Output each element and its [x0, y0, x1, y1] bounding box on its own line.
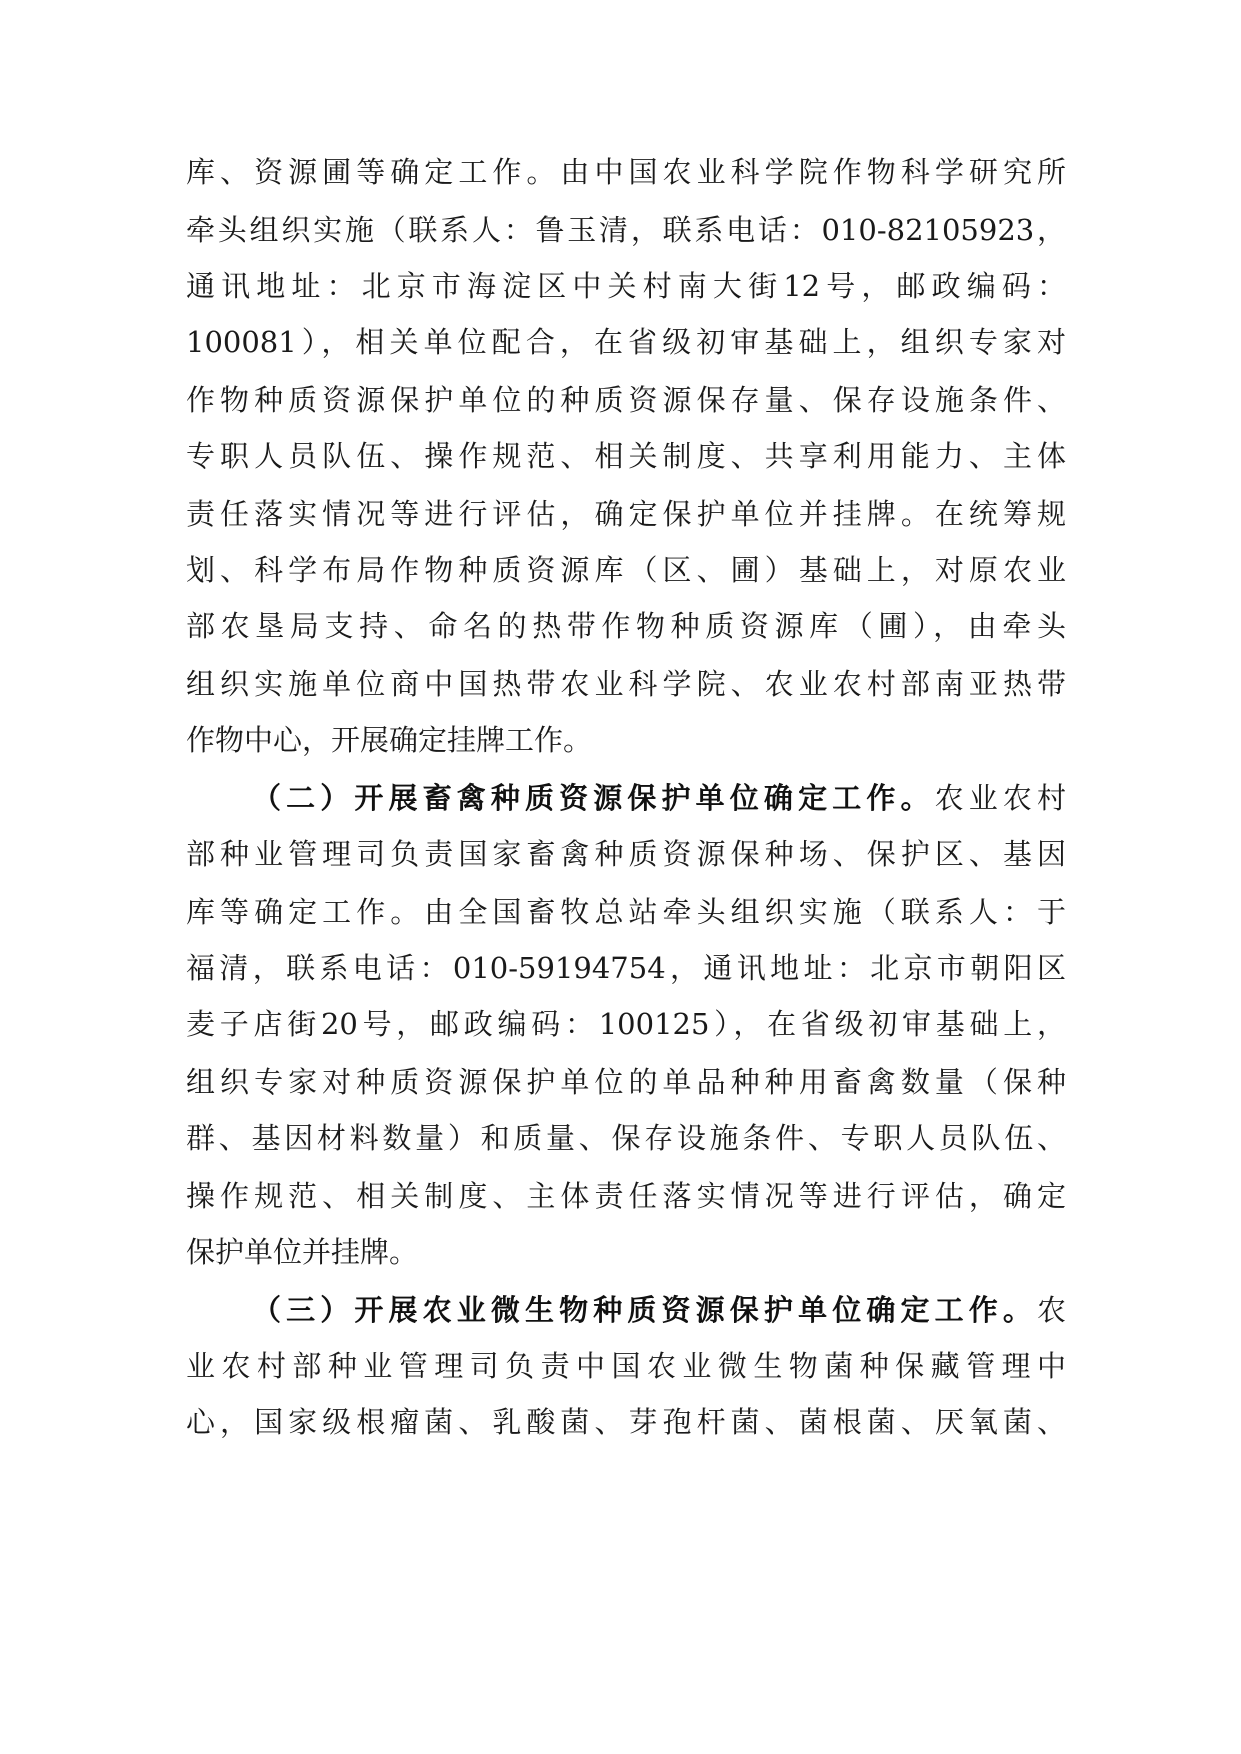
body-line: 100081），相关单位配合，在省级初审基础上，组织专家对 — [186, 325, 1066, 359]
body-line: 责任落实情况等进行评估，确定保护单位并挂牌。在统筹规 — [186, 497, 1066, 531]
body-line: 划、科学布局作物种质资源库（区、圃）基础上，对原农业 — [186, 553, 1066, 587]
section-2-first-tail: 农业农村 — [934, 781, 1066, 815]
body-line: 麦子店街20号，邮政编码：100125），在省级初审基础上， — [186, 1007, 1066, 1041]
body-line: 部农垦局支持、命名的热带作物种质资源库（圃），由牵头 — [186, 609, 1066, 643]
body-line: 作物种质资源保护单位的种质资源保存量、保存设施条件、 — [186, 383, 1066, 417]
body-line: 专职人员队伍、操作规范、相关制度、共享利用能力、主体 — [186, 439, 1066, 473]
body-line: 操作规范、相关制度、主体责任落实情况等进行评估，确定 — [186, 1179, 1066, 1213]
section-3-first-tail: 农 — [1036, 1293, 1066, 1327]
body-line: 库等确定工作。由全国畜牧总站牵头组织实施（联系人：于 — [186, 895, 1066, 929]
body-line: 业农村部种业管理司负责中国农业微生物菌种保藏管理中 — [186, 1349, 1066, 1383]
body-line: 群、基因材料数量）和质量、保存设施条件、专职人员队伍、 — [186, 1121, 1066, 1155]
section-3-first-line — [252, 1290, 1066, 1330]
body-line: 牵头组织实施（联系人：鲁玉清，联系电话：010-82105923， — [186, 213, 1066, 247]
section-3-heading: （三）开展农业微生物种质资源保护单位确定工作。 — [252, 1293, 1037, 1327]
body-line: 作物中心，开展确定挂牌工作。 — [186, 723, 593, 757]
body-line: 保护单位并挂牌。 — [186, 1235, 419, 1269]
body-line: 组织实施单位商中国热带农业科学院、农业农村部南亚热带 — [186, 667, 1066, 701]
section-2-first-line — [252, 778, 1066, 818]
body-line: 通讯地址：北京市海淀区中关村南大街12号，邮政编码： — [186, 269, 1066, 303]
body-line: 库、资源圃等确定工作。由中国农业科学院作物科学研究所 — [186, 155, 1066, 189]
body-line: 组织专家对种质资源保护单位的单品种种用畜禽数量（保种 — [186, 1065, 1066, 1099]
section-2-heading: （二）开展畜禽种质资源保护单位确定工作。 — [252, 781, 935, 815]
body-line: 福清，联系电话：010-59194754，通讯地址：北京市朝阳区 — [186, 951, 1066, 985]
body-line: 心，国家级根瘤菌、乳酸菌、芽孢杆菌、菌根菌、厌氧菌、 — [186, 1405, 1066, 1439]
body-line: 部种业管理司负责国家畜禽种质资源保种场、保护区、基因 — [186, 837, 1066, 871]
